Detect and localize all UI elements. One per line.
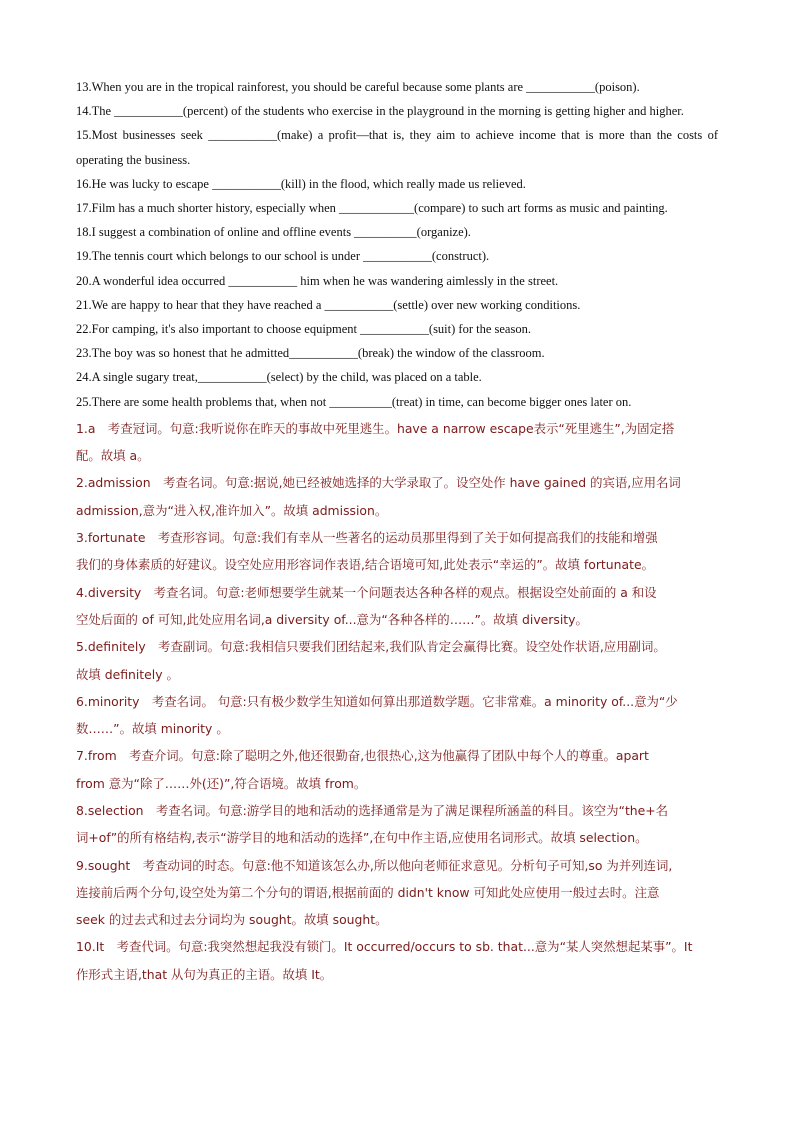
answer-line: 词+of”的所有格结构,表示“游学目的地和活动的选择”,在句中作主语,应使用名词形式。故填 selection。 — [76, 830, 648, 846]
questions-section — [76, 75, 718, 414]
question-21: 21.We are happy to hear that they have reached a ___________(settle) over new working conditions. — [76, 297, 581, 312]
answer-line: 9.sought 考查动词的时态。句意:他不知道该怎么办,所以他向老师征求意见。分析句子可知,so 为并列连词, — [76, 857, 673, 873]
answer-line: 6.minority 考查名词。 句意:只有极少数学生知道如何算出那道数学题。它非常难。a minority of...意为“少 — [76, 693, 678, 709]
answer-line: 配。故填 a。 — [76, 448, 150, 464]
answer-line: 2.admission 考查名词。句意:据说,她已经被她选择的大学录取了。设空处作 have gained 的宾语,应用名词 — [76, 475, 681, 491]
question-24: 24.A single sugary treat,___________(select) by the child, was placed on a table. — [76, 370, 482, 385]
answer-4 — [76, 579, 718, 634]
question-15: 15.Most businesses seek ___________(make) a profit—that is, they aim to achieve income that is more than the costs of operating the business. — [76, 128, 718, 167]
answer-line: 3.fortunate 考查形容词。句意:我们有幸从一些著名的运动员那里得到了关于如何提高我们的技能和增强 — [76, 530, 658, 546]
question-17: 17.Film has a much shorter history, especially when ____________(compare) to such art forms as music and painting. — [76, 201, 668, 216]
answer-7 — [76, 742, 718, 797]
answers-section — [76, 415, 718, 988]
question-22: 22.For camping, it's also important to choose equipment ___________(suit) for the season. — [76, 322, 531, 337]
answer-line: 4.diversity 考查名词。句意:老师想要学生就某一个问题表达各种各样的观点。根据设空处前面的 a 和设 — [76, 584, 657, 600]
answer-line: 5.definitely 考查副词。句意:我相信只要我们团结起来,我们队肯定会赢得比赛。设空处作状语,应用副词。 — [76, 639, 666, 655]
answer-line: 空处后面的 of 可知,此处应用名词,a diversity of...意为“各种各样的……”。故填 diversity。 — [76, 611, 588, 627]
answer-line: 连接前后两个分句,设空处为第二个分句的谓语,根据前面的 didn't know 可知此处应使用一般过去时。注意 — [76, 884, 660, 900]
answer-3 — [76, 524, 718, 579]
answer-6 — [76, 688, 718, 743]
question-18: 18.I suggest a combination of online and offline events __________(organize). — [76, 225, 471, 240]
question-25: 25.There are some health problems that, when not __________(treat) in time, can become bigger ones later on. — [76, 394, 632, 409]
answer-line: 作形式主语,that 从句为真正的主语。故填 It。 — [76, 966, 333, 982]
answer-line: 故填 definitely 。 — [76, 666, 179, 682]
question-20: 20.A wonderful idea occurred ___________ him when he was wandering aimlessly in the street. — [76, 273, 559, 288]
answer-line: 8.selection 考查名词。句意:游学目的地和活动的选择通常是为了满足课程所涵盖的科目。该空为“the+名 — [76, 803, 669, 818]
answer-line: from 意为“除了……外(还)”,符合语境。故填 from。 — [76, 775, 367, 791]
answer-9 — [76, 852, 718, 934]
question-13: 13.When you are in the tropical rainforest, you should be careful because some plants are ___________(poison). — [76, 80, 640, 94]
answer-2 — [76, 469, 718, 524]
answer-5 — [76, 633, 718, 688]
answer-line: 1.a 考查冠词。句意:我听说你在昨天的事故中死里逃生。have a narrow escape表示“死里逃生”,为固定搭 — [76, 420, 675, 436]
answer-line: 数……”。故填 minority 。 — [76, 721, 229, 737]
question-14: 14.The ___________(percent) of the students who exercise in the playground in the morning is getting higher and higher. — [76, 104, 684, 119]
question-16: 16.He was lucky to escape ___________(kill) in the flood, which really made us relieved. — [76, 176, 526, 191]
question-23: 23.The boy was so honest that he admitted___________(break) the window of the classroom. — [76, 346, 545, 361]
answer-line: seek 的过去式和过去分词均为 sought。故填 sought。 — [76, 912, 388, 928]
answer-10 — [76, 933, 718, 988]
answer-line: 7.from 考查介词。句意:除了聪明之外,他还很勤奋,也很热心,这为他赢得了团队中每个人的尊重。apart — [76, 748, 649, 764]
answer-8 — [76, 797, 718, 852]
answer-line: 我们的身体素质的好建议。设空处应用形容词作表语,结合语境可知,此处表示“幸运的”。故填 fortunate。 — [76, 557, 654, 573]
answer-line: admission,意为“进入权,准许加入”。故填 admission。 — [76, 502, 388, 518]
answer-1 — [76, 415, 718, 470]
answer-line: 10.It 考查代词。句意:我突然想起我没有锁门。It occurred/occurs to sb. that...意为“某人突然想起某事”。It — [76, 939, 693, 955]
question-19: 19.The tennis court which belongs to our school is under ___________(construct). — [76, 249, 490, 264]
